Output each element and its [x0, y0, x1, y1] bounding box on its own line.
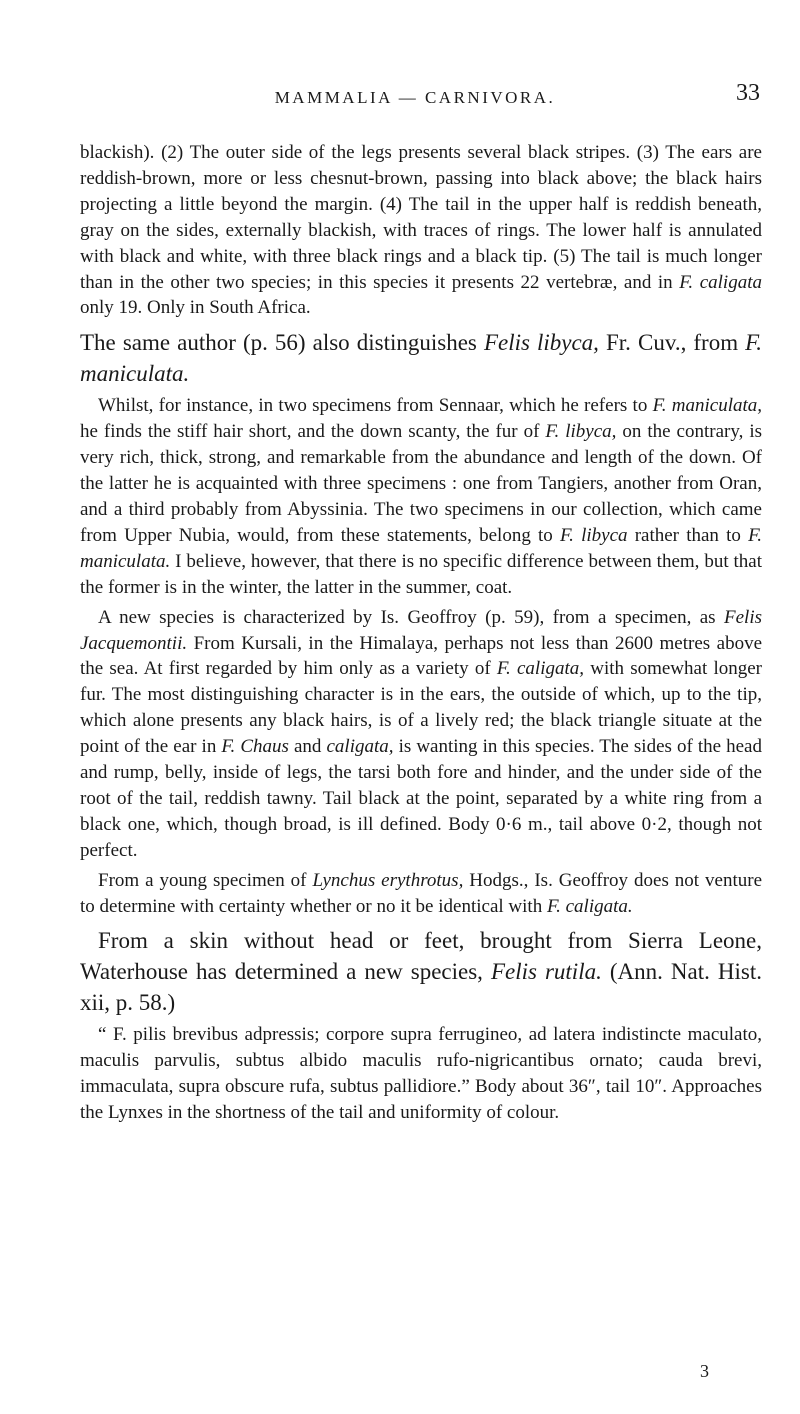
italic-text: F. maniculata. [80, 330, 763, 387]
paragraph [80, 327, 762, 389]
text-run: Whilst, for instance, in two specimens from Sennaar, which he refers to [98, 395, 653, 417]
text-run: he finds the stiff hair short, and the down scanty, the fur of [80, 421, 546, 443]
italic-text: F. Chaus [221, 736, 289, 758]
text-run: “ F. pilis brevibus adpressis; corpore supra ferrugineo, ad latera indistincte maculato, maculis parvulis, subtus albido maculis rufo-nigricantibus ornato; cauda brevi, immaculata, supra obscure rufa, subtus pallidiore.” Body about 36″, tail 10″. Approaches the Lynxes in the shortness of the tail and uniformity of colour. [80, 1024, 762, 1124]
italic-text: F. caligata. [546, 895, 633, 917]
paragraph [80, 605, 762, 864]
text-run: on the contrary, is very rich, thick, strong, and remarkable from the abundance and length of the down. Of the latter he is acquainted with three specimens : one from Tangiers, another from Oran, and a third probably from Abyssinia. The two specimens in our collection, which came from Upper Nubia, would, from these statements, belong to [80, 421, 762, 546]
italic-text: caligata, [326, 736, 394, 758]
running-title: MAMMALIA — CARNIVORA. [274, 88, 556, 107]
text-run: From a young specimen of [98, 869, 313, 891]
paragraph [80, 868, 762, 920]
text-run: rather than to [627, 524, 749, 546]
text-run: The same author (p. 56) also distinguishes [80, 330, 484, 356]
text-run: and [288, 736, 327, 758]
italic-text: Lynchus erythrotus, [312, 869, 464, 891]
paragraph [80, 925, 762, 1018]
text-run: blackish). (2) The outer side of the legs presents several black stripes. (3) The ears are reddish-brown, more or less chesnut-brown, passing into black above; the black hairs projecting a little beyond the margin. (4) The tail in the upper half is reddish beneath, gray on the sides, externally blackish, with traces of rings. The lower half is annulated with black and white, with three black rings and a black tip. (5) The tail is much longer than in the other two species; in this species it presents 22 vertebræ, and in [80, 142, 762, 293]
text-run: A new species is characterized by Is. Geoffroy (p. 59), from a specimen, as [98, 606, 724, 628]
italic-text: Felis Jacquemontii. [80, 606, 762, 654]
text-run: I believe, however, that there is no specific difference between them, but that the former is in the winter, the latter in the summer, coat. [80, 550, 762, 598]
page-number: 33 [736, 80, 760, 106]
italic-text: F. caligata [679, 271, 762, 293]
paragraph [80, 140, 762, 321]
italic-text: Felis rutila. [490, 959, 602, 985]
text-run: From a skin without head or feet, brought from Sierra Leone, Waterhouse has determined a new species, [80, 928, 762, 985]
text-run: Hodgs., Is. Geoffroy does not venture to determine with certainty whether or no it be identical with [80, 869, 762, 917]
italic-text: F. maniculata. [80, 524, 762, 572]
text-run: Fr. Cuv., from [598, 330, 746, 356]
text-run: (Ann. Nat. Hist. xii, p. 58.) [80, 959, 762, 1016]
text-run: is wanting in this species. The sides of the head and rump, belly, inside of legs, the tarsi both fore and hinder, and the under side of the root of the tail, reddish tawny. Tail black at the point, separated by a white ring from a black one, which, though broad, is ill defined. Body 0·6 m., tail above 0·2, though not perfect. [80, 736, 762, 861]
paragraph [80, 1022, 762, 1126]
text-run: only 19. Only in South Africa. [80, 297, 311, 319]
italic-text: F. libyca, [545, 421, 617, 443]
paragraph [80, 393, 762, 600]
italic-text: Felis libyca, [483, 330, 599, 356]
italic-text: F. maniculata, [652, 395, 762, 417]
signature-mark: 3 [700, 1361, 709, 1381]
running-head [70, 80, 760, 110]
body-text [80, 140, 762, 1126]
text-run: From Kursali, in the Himalaya, perhaps not less than 2600 metres above the sea. At first regarded by him only as a variety of [80, 632, 762, 680]
italic-text: F. caligata, [496, 658, 585, 680]
text-run: with somewhat longer fur. The most distinguishing character is in the ears, the outside of which, up to the tip, which alone presents any black hairs, is of a lively red; the black triangle situate at the point of the ear in [80, 658, 762, 758]
italic-text: F. libyca [559, 524, 628, 546]
